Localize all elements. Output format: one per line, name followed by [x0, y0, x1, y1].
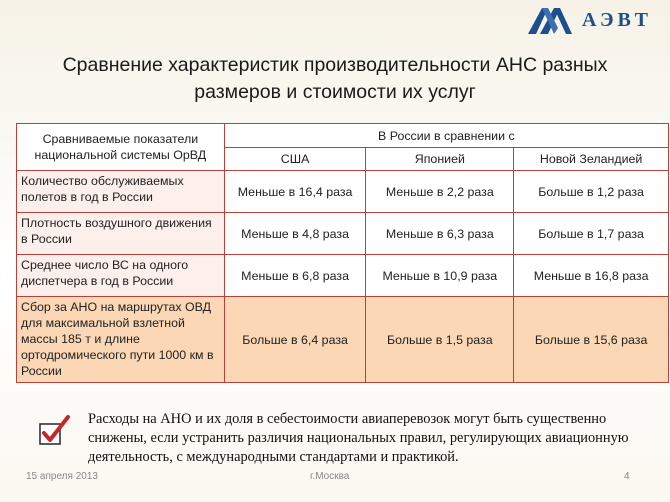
cell-value: Больше в 1,5 раза: [366, 297, 514, 383]
cell-value: Больше в 6,4 раза: [224, 297, 366, 383]
cell-value: Меньше в 6,3 раза: [366, 213, 514, 255]
table-row: [17, 255, 669, 297]
row-label: Плотность воздушного движения в России: [17, 213, 225, 255]
slide-footer: [0, 471, 670, 491]
footer-date: 15 апреля 2013: [26, 471, 98, 482]
row-label: Сбор за АНО на маршрутах ОВД для максимальной взлетной массы 185 т и длине ортодромического пути 1000 км в России: [17, 297, 225, 383]
cell-value: Меньше в 16,8 раза: [514, 255, 669, 297]
cell-value: Меньше в 16,4 раза: [224, 171, 366, 213]
row-label: Количество обслуживаемых полетов в год в России: [17, 171, 225, 213]
slide-title-line-2: размеров и стоимости их услуг: [194, 81, 476, 103]
cell-value: Больше в 1,2 раза: [514, 171, 669, 213]
slide-title-line-1: Сравнение характеристик производительности АНС разных: [62, 54, 608, 76]
logo-mark-icon: [524, 4, 580, 36]
header-group: В России в сравнении с: [224, 124, 668, 148]
checkbox-checkmark-icon: [38, 414, 72, 448]
footer-city: г.Москва: [310, 471, 350, 482]
page-number: 4: [624, 471, 630, 482]
conclusion-text: Расходы на АНО и их доля в себестоимости авиаперевозок могут быть существенно снижены, если устранить различия национальных правил, регулирующих авиационную деятельность, с международными стандартами и практикой.: [88, 411, 629, 465]
conclusion-note: [38, 410, 658, 468]
cell-value: Меньше в 6,8 раза: [224, 255, 366, 297]
cell-value: Меньше в 2,2 раза: [366, 171, 514, 213]
table-row-highlighted: [17, 297, 669, 383]
table-row: [17, 213, 669, 255]
company-logo: [524, 4, 662, 36]
cell-value: Больше в 1,7 раза: [514, 213, 669, 255]
header-indicators: Сравниваемые показатели национальной системы ОрВД: [17, 124, 225, 171]
table-header-row: [17, 124, 669, 148]
cell-value: Больше в 15,6 раза: [514, 297, 669, 383]
cell-value: Меньше в 4,8 раза: [224, 213, 366, 255]
slide-title: [40, 52, 630, 106]
logo-text: АЭВТ: [582, 8, 652, 31]
table-row: [17, 171, 669, 213]
cell-value: Меньше в 10,9 раза: [366, 255, 514, 297]
header-new-zealand: Новой Зеландией: [514, 148, 669, 171]
comparison-table: [16, 123, 669, 383]
row-label: Среднее число ВС на одного диспетчера в год в России: [17, 255, 225, 297]
header-usa: США: [224, 148, 366, 171]
header-japan: Японией: [366, 148, 514, 171]
